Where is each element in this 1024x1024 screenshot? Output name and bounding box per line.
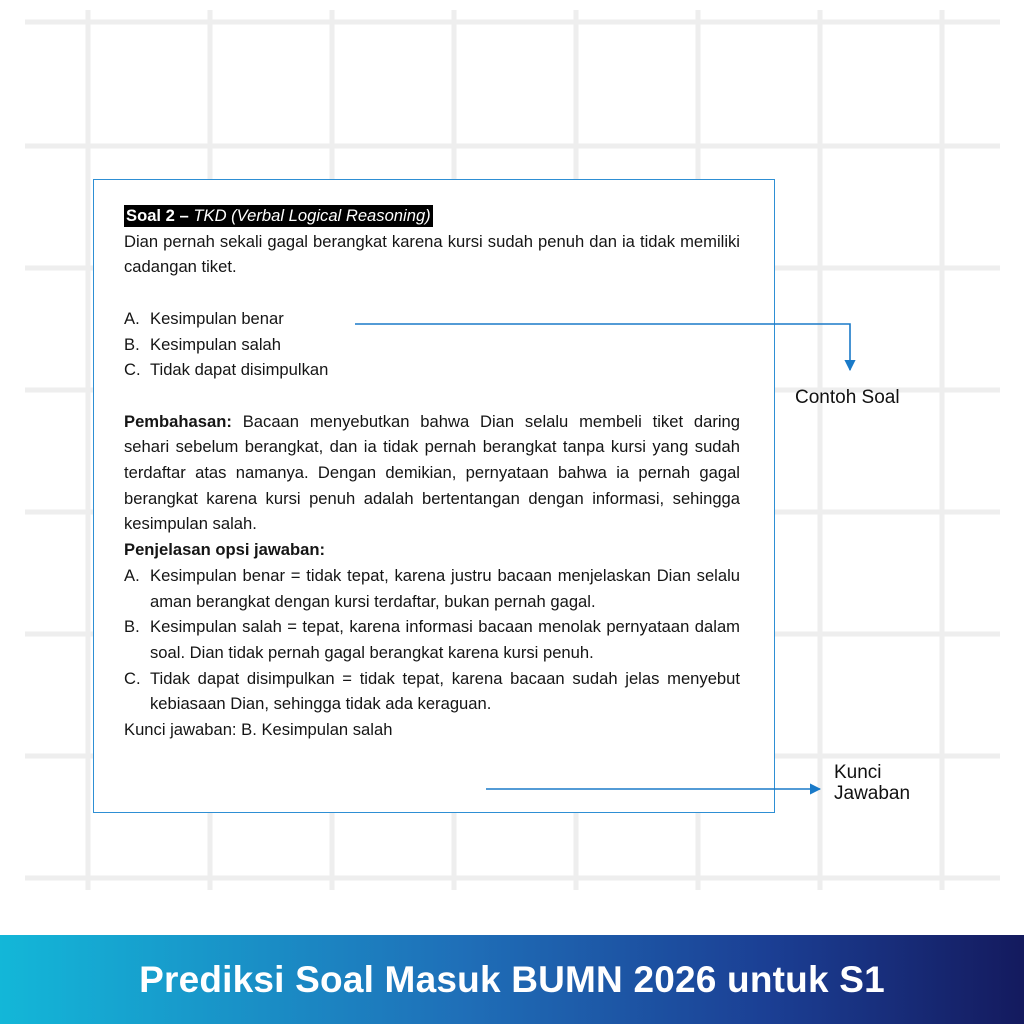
explanation-a bbox=[124, 563, 740, 614]
heading-category: TKD (Verbal Logical Reasoning) bbox=[193, 206, 431, 225]
explanation-c bbox=[124, 666, 740, 717]
question-document bbox=[93, 179, 775, 813]
example-question-label: Contoh Soal bbox=[795, 387, 900, 408]
explanation-text: Kesimpulan salah = tepat, karena informasi bacaan menolak pernyataan dalam soal. Dian tidak pernah gagal berangkat karena kursi penuh. bbox=[150, 617, 740, 662]
banner-title: Prediksi Soal Masuk BUMN 2026 untuk S1 bbox=[139, 958, 885, 1000]
discussion-paragraph bbox=[124, 409, 740, 538]
discussion-text: Bacaan menyebutkan bahwa Dian selalu membeli tiket daring sehari sebelum berangkat, dan ia tidak pernah berangkat tanpa kursi yang sudah terdaftar atas namanya. Dengan demikian, pernyataan bahwa ia pernah gagal berangkat karena kursi penuh adalah bertentangan dengan informasi, sehingga kesimpulan salah. bbox=[124, 411, 740, 534]
discussion-label: Pembahasan: bbox=[124, 411, 232, 431]
explanation-text: Tidak dapat disimpulkan = tidak tepat, karena bacaan sudah jelas menyebut kebiasaan Dian, sehingga tidak ada keraguan. bbox=[150, 668, 740, 714]
option-letter: B. bbox=[124, 334, 140, 354]
explanation-title bbox=[124, 537, 740, 563]
option-text: Tidak dapat disimpulkan bbox=[150, 360, 329, 380]
heading-highlight bbox=[124, 205, 433, 227]
option-b bbox=[124, 332, 740, 358]
option-letter: A. bbox=[124, 308, 140, 328]
option-text: Kesimpulan salah bbox=[150, 334, 281, 354]
explanation-title-text: Penjelasan opsi jawaban: bbox=[124, 540, 326, 560]
spacer bbox=[124, 280, 740, 306]
explanation-letter: A. bbox=[124, 565, 140, 585]
explanation-letter: B. bbox=[124, 617, 140, 637]
explanation-b bbox=[124, 614, 740, 665]
option-c bbox=[124, 357, 740, 383]
document-body bbox=[124, 203, 740, 743]
heading-number: Soal 2 – bbox=[126, 206, 189, 225]
title-banner bbox=[0, 935, 1024, 1024]
explanation-letter: C. bbox=[124, 668, 141, 688]
answer-key: Kunci jawaban: B. Kesimpulan salah bbox=[124, 720, 393, 740]
question-text: Dian pernah sekali gagal berangkat karena kursi sudah penuh dan ia tidak memiliki cadangan tiket. bbox=[124, 231, 740, 277]
answer-key-label: Kunci Jawaban bbox=[834, 762, 911, 804]
explanation-text: Kesimpulan benar = tidak tepat, karena justru bacaan menjelaskan Dian selalu aman berangkat dengan kursi terdaftar, bukan pernah gagal. bbox=[150, 565, 740, 611]
spacer bbox=[124, 383, 740, 409]
option-text: Kesimpulan benar bbox=[150, 308, 284, 328]
option-letter: C. bbox=[124, 360, 141, 380]
option-a bbox=[124, 306, 740, 332]
question-heading bbox=[124, 203, 740, 229]
